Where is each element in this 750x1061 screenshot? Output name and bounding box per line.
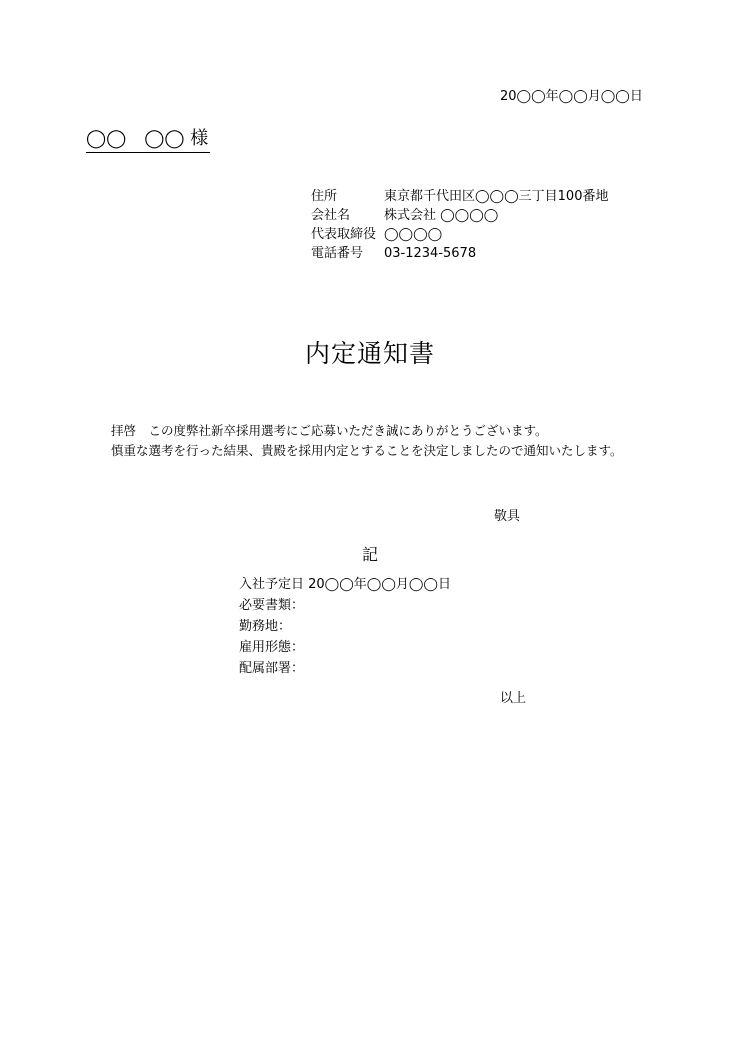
sender-representative-row	[311, 225, 608, 244]
company-value: 株式会社 ◯◯◯◯	[384, 208, 499, 223]
employment-type-item: 雇用形態：	[239, 640, 305, 655]
recipient-name: ◯◯ ◯◯ 様	[86, 127, 210, 153]
document-title: 内定通知書	[305, 339, 436, 368]
body-line-1: 拝啓 この度弊社新卒採用選考にご応募いただき誠にありがとうございます。	[111, 423, 548, 438]
issue-date: 20◯◯年◯◯月◯◯日	[500, 89, 643, 104]
phone-label: 電話番号	[311, 246, 364, 261]
sender-company-row	[311, 206, 608, 225]
body-text	[111, 421, 623, 461]
sender-phone-row	[311, 244, 608, 263]
work-location-item: 勤務地：	[239, 619, 292, 634]
required-documents-item: 必要書類：	[239, 598, 305, 613]
sender-address-row	[311, 187, 608, 206]
sender-block	[311, 187, 608, 263]
address-label: 住所	[311, 189, 338, 204]
ki-heading: 記	[362, 545, 379, 564]
details-list	[239, 574, 451, 679]
representative-value: ◯◯◯◯	[384, 227, 443, 242]
company-label: 会社名	[311, 208, 351, 223]
department-item: 配属部署：	[239, 661, 305, 676]
body-line-2: 慎重な選考を行った結果、貴殿を採用内定とすることを決定しましたので通知いたします。	[111, 443, 623, 458]
end-mark: 以上	[500, 691, 527, 706]
phone-value: 03-1234-5678	[384, 246, 477, 261]
representative-label: 代表取締役	[311, 227, 377, 242]
address-value: 東京都千代田区◯◯◯三丁目100番地	[384, 189, 609, 204]
start-date-item: 入社予定日 20◯◯年◯◯月◯◯日	[239, 577, 451, 592]
closing-keigu: 敬具	[494, 509, 521, 524]
